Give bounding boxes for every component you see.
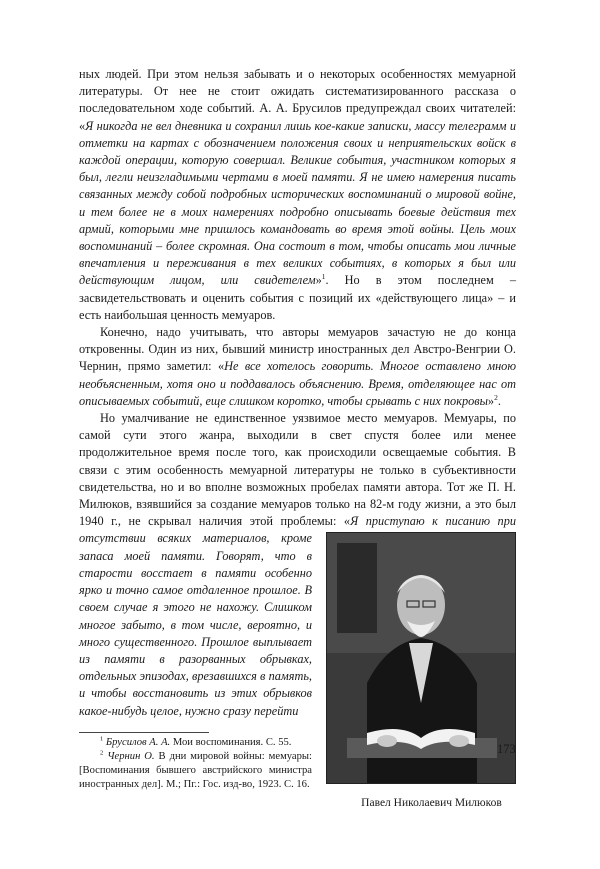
portrait-photo bbox=[326, 532, 516, 784]
footnote-ref-2: 2 bbox=[494, 392, 498, 402]
footnote-author: Брусилов А. А. bbox=[105, 736, 171, 748]
footnote-number: 1 bbox=[100, 735, 104, 743]
portrait-figure bbox=[326, 532, 516, 810]
footnote-text: Мои воспоминания. С. 55. bbox=[170, 736, 292, 748]
text-run: . bbox=[497, 393, 501, 408]
footnote-divider bbox=[79, 732, 209, 733]
text-run: . Но в этом последнем – засвидетельствовать и оценить события с позиций их «действующего лица» – и есть наибольшая ценность мемуаров. bbox=[79, 273, 516, 322]
portrait-caption: Павел Николаевич Милюков bbox=[361, 797, 502, 810]
text-run: » bbox=[487, 393, 495, 408]
paragraph-1 bbox=[79, 66, 516, 324]
quote-milyukov: Я приступаю к писанию при отсутствии всяких материалов, кроме запаса моей памяти. Говорят, что в старости восстает в памяти особенно ярко и точно самое отдаленное прошлое. В своем случае я этого не нахожу. Слишком многое забыто, в том числе, вероятно, и много существенного. Прошлое выплывает из памяти в разорванных обрывках, отдельных эпизодах, врезавшихся в память, и чтобы восстановить из этих обрывков какое-нибудь целое, нужно сразу перейти bbox=[79, 514, 516, 718]
paragraph-2 bbox=[79, 324, 516, 410]
quote-brusilov: Я никогда не вел дневника и сохранил лишь кое-какие записки, массу телеграмм и отметки на картах с обозначением положения своих и неприятельских войск в каждой операции, которую совершал. Великие события, участником которых я был, легли неизгладимыми чертами в моей памяти. Я не имею намерения писать связанных между собой подробных исторических воспоминаний о мировой войне, и тем более не в моих намерениях подробно описывать боевые действия тех армий, которыми мне пришлось командовать во время этой войны. Цель моих воспоминаний – более скромная. Она состоит в том, чтобы описать мои личные впечатления и переживания в тех великих событиях, в которых я был или действующим лицом, или свидетелем bbox=[79, 118, 516, 288]
text-run: Но умалчивание не единственное уязвимое место мемуаров. Мемуары, по самой сути этого жанра, выходили в свет спустя более или менее продолжительное время после того, как происходили освещаемые события. В связи с этим особенность мемуарной литературы не только в субъективности свидетельства, но и во вполне возможных пробелах памяти автора. Тот же П. Н. Милюков, взявшийся за создание мемуаров только на 82-м году жизни, а это был 1940 г., не скрывал наличия этой проблемы: « bbox=[79, 411, 516, 529]
text-run: Конечно, надо учитывать, что авторы мемуаров зачастую не до конца откровенны. Один из них, бывший министр иностранных дел Австро-Венгрии О. Чернин, прямо заметил: « bbox=[79, 325, 516, 374]
quote-chernin: Не все хотелось говорить. Многое оставлено мною необъясненным, хотя оно и поддавалось объяснению. Время, отделяющее нас от описываемых событий, еще слишком коротко, чтобы срывать с них покровы bbox=[79, 359, 516, 408]
footnote-number: 2 bbox=[100, 749, 104, 757]
footnote-author: Чернин О. bbox=[107, 750, 155, 762]
text-run: » bbox=[315, 273, 322, 288]
footnote-text: В дни мировой войны: мемуары: [Воспоминания бывшего австрийского министра иностранных дел]. М.; Пг.: Гос. изд-во, 1923. С. 16. bbox=[79, 750, 312, 790]
page-number: 173 bbox=[497, 742, 516, 756]
page-body bbox=[79, 66, 516, 810]
text-run: ных людей. При этом нельзя забывать и о некоторых особенностях мемуарной литературы. От нее не стоит ожидать систематизированного рассказа о последовательном ходе событий. А. А. Брусилов предупреждал своих читателей: « bbox=[79, 67, 516, 133]
footnote-ref-1: 1 bbox=[321, 272, 326, 282]
